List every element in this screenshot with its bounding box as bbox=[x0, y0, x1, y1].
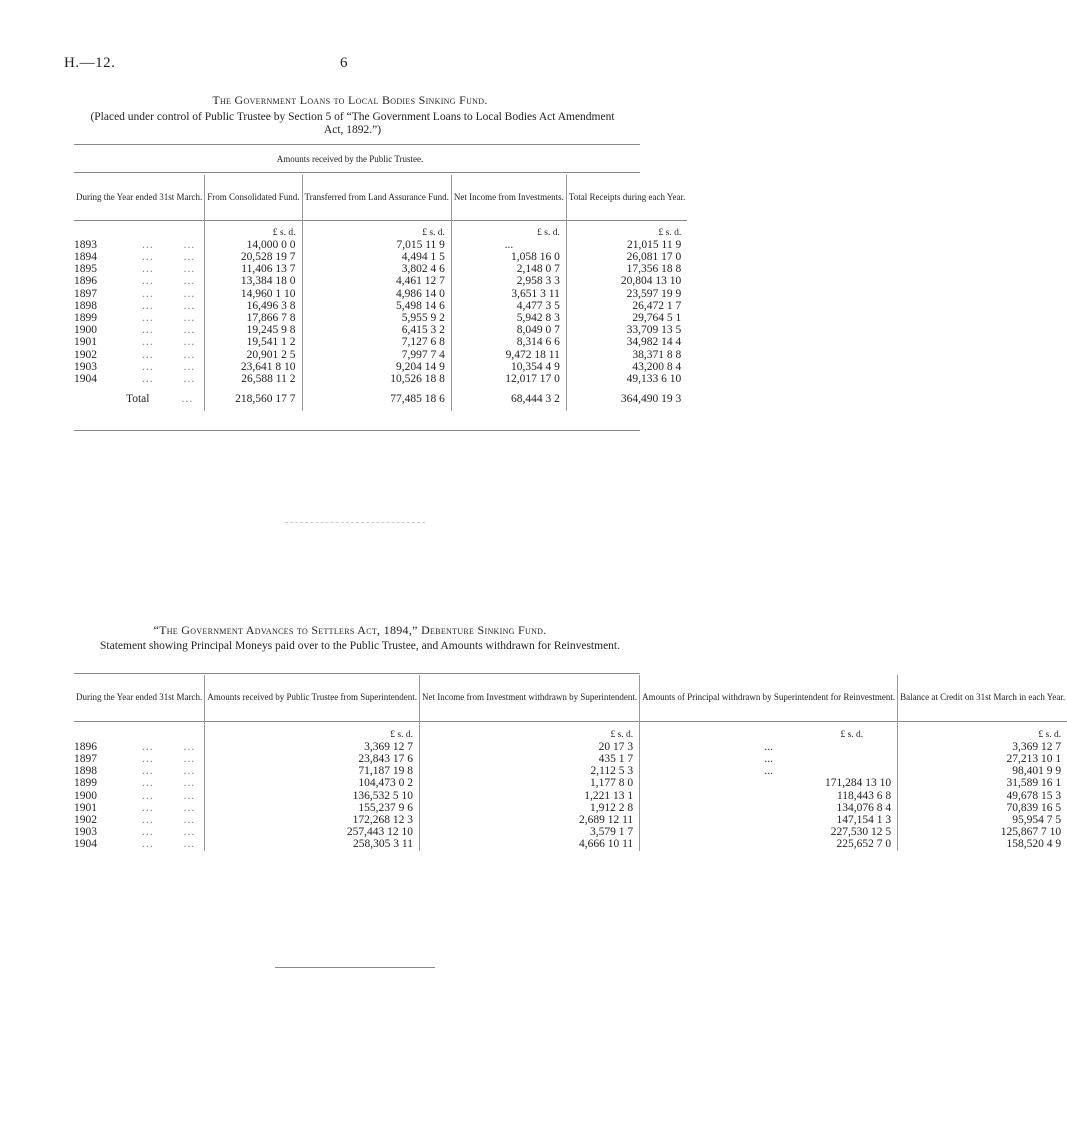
table-cell: 20,528 19 7 bbox=[205, 251, 302, 263]
table2-header: During the Year ended 31st March. bbox=[76, 692, 203, 702]
year-cell: 1904 bbox=[74, 372, 97, 385]
table-cell: 23,597 19 9 bbox=[566, 288, 687, 300]
table-cell: 2,958 3 3 bbox=[451, 275, 566, 287]
table-row: 1893 ... ... 14,000 0 0 7,015 11 9 ... 21,015 11 9 bbox=[74, 239, 687, 251]
table-cell: 8,314 6 6 bbox=[451, 336, 566, 348]
table-row: 1900 ... ... 136,532 5 10 1,221 13 1 118,443 6 8 49,678 15 3 bbox=[74, 790, 1067, 802]
year-cell: 1897 bbox=[74, 752, 97, 765]
table-cell: 11,406 13 7 bbox=[205, 263, 302, 275]
table-cell: 10,354 4 9 bbox=[451, 361, 566, 373]
table2-header: Balance at Credit on 31st March in each Year. bbox=[898, 675, 1067, 721]
table-cell: 155,237 9 6 bbox=[205, 802, 420, 814]
table-cell: 6,415 3 2 bbox=[302, 324, 451, 336]
table-cell: 171,284 13 10 bbox=[640, 777, 898, 789]
total-cell: 77,485 18 6 bbox=[302, 393, 451, 405]
table-row: 1894 ... ... 20,528 19 7 4,494 1 5 1,058 16 0 26,081 17 0 bbox=[74, 251, 687, 263]
table-cell: ... bbox=[640, 753, 898, 765]
table-cell: 125,867 7 10 bbox=[898, 826, 1067, 838]
table-cell: 134,076 8 4 bbox=[640, 802, 898, 814]
table2-header: Amounts of Principal withdrawn by Superintendent for Reinvestment. bbox=[640, 675, 898, 721]
table1: During the Year ended 31st March. From Consolidated Fund. Transferred from Land Assurance Fund. Net Income from Investments. Total Receipts during each Year. £ s. d. £ s. d. £ s. d. £ s. d. 1893 ... ... 14,000 0 0 7,015 11 9 ... 21,015 11 9 1894 ... ... 20,528 19 7 4,494 1 5 1,058 16 0 26,081 17 0 1895 ... ... 11,406 13 7 3,802 4 6 2,148 0 7 17,356 18 8 1896 ... ... 13,384 18 0 4,461 12 7 2,958 3 3 20,804 13 10 1897 ... ... 14,960 1 10 4,986 14 0 3,651 3 11 23,597 19 9 1898 ... ... 16,496 3 8 5,498 14 6 4,477 3 5 26,472 1 7 1899 ... ... 17,866 7 8 5,955 9 2 5,942 8 3 29,764 5 1 1900 ... ... 19,245 9 8 6,415 3 2 8,049 0 7 33,709 13 5 1901 ... ... 19,541 1 2 7,127 6 8 8,314 6 6 34,982 14 4 1902 ... ... 20,901 2 5 7,997 7 4 9,472 18 11 38,371 8 8 1903 ... ... 23,641 8 10 9,204 14 9 10,354 4 9 43,200 8 4 1904 ... ... 26,588 11 2 10,526 18 8 12,017 17 0 49,133 6 10 Total ... 218,560 17 7 77,485 18 6 68,444 3 2 364,490 19 3 bbox=[74, 175, 687, 411]
table-cell: 33,709 13 5 bbox=[566, 324, 687, 336]
table-row: 1902 ... ... 172,268 12 3 2,689 12 11 147,154 1 3 95,954 7 5 bbox=[74, 814, 1067, 826]
table-cell: 7,015 11 9 bbox=[302, 239, 451, 251]
rule bbox=[285, 522, 425, 523]
total-label: Total bbox=[126, 393, 150, 406]
table1-header: From Consolidated Fund. bbox=[205, 175, 302, 220]
table-cell: ... bbox=[451, 239, 566, 251]
table-row: 1903 ... ... 257,443 12 10 3,579 1 7 227,530 12 5 125,867 7 10 bbox=[74, 826, 1067, 838]
table-row: 1903 ... ... 23,641 8 10 9,204 14 9 10,354 4 9 43,200 8 4 bbox=[74, 361, 687, 373]
table-cell: 435 1 7 bbox=[419, 753, 639, 765]
year-cell: 1903 bbox=[74, 360, 97, 373]
year-cell: 1899 bbox=[74, 777, 97, 790]
year-cell: 1900 bbox=[74, 324, 97, 337]
table1-header: During the Year ended 31st March. bbox=[76, 191, 203, 202]
table-cell: 4,461 12 7 bbox=[302, 275, 451, 287]
table-cell: ... bbox=[640, 741, 898, 753]
year-cell: 1902 bbox=[74, 813, 97, 826]
year-cell: 1904 bbox=[74, 838, 97, 851]
year-cell: 1897 bbox=[74, 287, 97, 300]
table-cell: 27,213 10 1 bbox=[898, 753, 1067, 765]
table-cell: 14,960 1 10 bbox=[205, 288, 302, 300]
table-row: 1901 ... ... 19,541 1 2 7,127 6 8 8,314 6 6 34,982 14 4 bbox=[74, 336, 687, 348]
rule bbox=[74, 673, 640, 674]
table1-caption: Amounts received by the Public Trustee. bbox=[276, 154, 424, 164]
unit-label: £ s. d. bbox=[898, 721, 1067, 741]
table-cell: 19,541 1 2 bbox=[205, 336, 302, 348]
table-cell: 38,371 8 8 bbox=[566, 349, 687, 361]
table-cell: 3,369 12 7 bbox=[205, 741, 420, 753]
table-cell: 8,049 0 7 bbox=[451, 324, 566, 336]
table-cell: 1,058 16 0 bbox=[451, 251, 566, 263]
year-cell: 1894 bbox=[74, 250, 97, 263]
table-cell: 49,133 6 10 bbox=[566, 373, 687, 385]
table-cell: 23,641 8 10 bbox=[205, 361, 302, 373]
table-cell: 26,081 17 0 bbox=[566, 251, 687, 263]
table-cell: 10,526 18 8 bbox=[302, 373, 451, 385]
table-cell: 4,494 1 5 bbox=[302, 251, 451, 263]
table-cell: 1,177 8 0 bbox=[419, 777, 639, 789]
table-cell: 5,498 14 6 bbox=[302, 300, 451, 312]
table-row: 1897 ... ... 14,960 1 10 4,986 14 0 3,651 3 11 23,597 19 9 bbox=[74, 288, 687, 300]
table-cell: 7,127 6 8 bbox=[302, 336, 451, 348]
table-row: 1901 ... ... 155,237 9 6 1,912 2 8 134,076 8 4 70,839 16 5 bbox=[74, 802, 1067, 814]
table-cell: 136,532 5 10 bbox=[205, 790, 420, 802]
year-cell: 1903 bbox=[74, 826, 97, 839]
table1-header: Total Receipts during each Year. bbox=[566, 175, 687, 220]
table1-header: Net Income from Investments. bbox=[451, 175, 566, 220]
table-cell: 23,843 17 6 bbox=[205, 753, 420, 765]
table-cell: 95,954 7 5 bbox=[898, 814, 1067, 826]
year-cell: 1898 bbox=[74, 299, 97, 312]
table2-subtitle: Statement showing Principal Moneys paid over to the Public Trustee, and Amounts withdrawn for Reinvestment. bbox=[100, 640, 620, 652]
table-row: 1900 ... ... 19,245 9 8 6,415 3 2 8,049 0 7 33,709 13 5 bbox=[74, 324, 687, 336]
table-row: 1899 ... ... 17,866 7 8 5,955 9 2 5,942 8 3 29,764 5 1 bbox=[74, 312, 687, 324]
table-cell: 26,588 11 2 bbox=[205, 373, 302, 385]
table-cell: 16,496 3 8 bbox=[205, 300, 302, 312]
table-row: 1896 ... ... 13,384 18 0 4,461 12 7 2,958 3 3 20,804 13 10 bbox=[74, 275, 687, 287]
rule bbox=[275, 967, 435, 968]
year-cell: 1899 bbox=[74, 311, 97, 324]
total-cell: 218,560 17 7 bbox=[205, 393, 302, 405]
unit-label: £ s. d. bbox=[302, 220, 451, 239]
rule bbox=[74, 144, 640, 145]
table-cell: 34,982 14 4 bbox=[566, 336, 687, 348]
table-row: 1904 ... ... 258,305 3 11 4,666 10 11 225,652 7 0 158,520 4 9 bbox=[74, 838, 1067, 850]
table-cell: 98,401 9 9 bbox=[898, 765, 1067, 777]
unit-label: £ s. d. bbox=[205, 721, 420, 741]
table-row: 1897 ... ... 23,843 17 6 435 1 7 ... 27,213 10 1 bbox=[74, 753, 1067, 765]
table-cell: 104,473 0 2 bbox=[205, 777, 420, 789]
table2-header: Net Income from Investment withdrawn by Superintendent. bbox=[419, 675, 639, 721]
table-cell: 9,204 14 9 bbox=[302, 361, 451, 373]
table-cell: 147,154 1 3 bbox=[640, 814, 898, 826]
table-cell: 3,579 1 7 bbox=[419, 826, 639, 838]
table-cell: 3,651 3 11 bbox=[451, 288, 566, 300]
table-cell: 1,912 2 8 bbox=[419, 802, 639, 814]
year-cell: 1898 bbox=[74, 765, 97, 778]
table-row: 1898 ... ... 71,187 19 8 2,112 5 3 ... 98,401 9 9 bbox=[74, 765, 1067, 777]
table-cell: 70,839 16 5 bbox=[898, 802, 1067, 814]
table-cell: 4,986 14 0 bbox=[302, 288, 451, 300]
table-row: 1899 ... ... 104,473 0 2 1,177 8 0 171,284 13 10 31,589 16 1 bbox=[74, 777, 1067, 789]
table-cell: 1,221 13 1 bbox=[419, 790, 639, 802]
table-cell: 9,472 18 11 bbox=[451, 349, 566, 361]
table-cell: 5,955 9 2 bbox=[302, 312, 451, 324]
year-cell: 1893 bbox=[74, 238, 97, 251]
year-cell: 1896 bbox=[74, 275, 97, 288]
table-cell: 20,901 2 5 bbox=[205, 349, 302, 361]
table2 bbox=[74, 675, 1067, 851]
table-cell: 71,187 19 8 bbox=[205, 765, 420, 777]
table1-subtitle: (Placed under control of Public Trustee by Section 5 of “The Government Loans to Local Bodies Act Amendment Act, 1892.”) bbox=[90, 111, 615, 136]
table-cell: 2,689 12 11 bbox=[419, 814, 639, 826]
table-cell: 49,678 15 3 bbox=[898, 790, 1067, 802]
table-row: 1902 ... ... 20,901 2 5 7,997 7 4 9,472 18 11 38,371 8 8 bbox=[74, 349, 687, 361]
table-cell: 4,666 10 11 bbox=[419, 838, 639, 850]
table-cell: 31,589 16 1 bbox=[898, 777, 1067, 789]
table-cell: 17,866 7 8 bbox=[205, 312, 302, 324]
table-row: 1898 ... ... 16,496 3 8 5,498 14 6 4,477 3 5 26,472 1 7 bbox=[74, 300, 687, 312]
table-cell: ... bbox=[640, 765, 898, 777]
year-cell: 1901 bbox=[74, 336, 97, 349]
table-row: 1904 ... ... 26,588 11 2 10,526 18 8 12,017 17 0 49,133 6 10 bbox=[74, 373, 687, 385]
table-row: 1896 ... ... 3,369 12 7 20 17 3 ... 3,369 12 7 bbox=[74, 741, 1067, 753]
year-cell: 1895 bbox=[74, 263, 97, 276]
table-cell: 14,000 0 0 bbox=[205, 239, 302, 251]
table-cell: 227,530 12 5 bbox=[640, 826, 898, 838]
table-cell: 43,200 8 4 bbox=[566, 361, 687, 373]
table2-title: “The Government Advances to Settlers Act, 1894,” Debenture Sinking Fund. bbox=[153, 623, 547, 637]
table-cell: 118,443 6 8 bbox=[640, 790, 898, 802]
year-cell: 1901 bbox=[74, 801, 97, 814]
table-row: 1895 ... ... 11,406 13 7 3,802 4 6 2,148 0 7 17,356 18 8 bbox=[74, 263, 687, 275]
table-cell: 7,997 7 4 bbox=[302, 349, 451, 361]
table-cell: 12,017 17 0 bbox=[451, 373, 566, 385]
unit-label: £ s. d. bbox=[566, 220, 687, 239]
table-cell: 3,802 4 6 bbox=[302, 263, 451, 275]
table-cell: 20,804 13 10 bbox=[566, 275, 687, 287]
table-cell: 3,369 12 7 bbox=[898, 741, 1067, 753]
table-cell: 225,652 7 0 bbox=[640, 838, 898, 850]
table1-header: Transferred from Land Assurance Fund. bbox=[302, 175, 451, 220]
unit-label: £ s. d. bbox=[419, 721, 639, 741]
year-cell: 1900 bbox=[74, 789, 97, 802]
table1-title: The Government Loans to Local Bodies Sinking Fund. bbox=[212, 93, 488, 107]
page-header-left: H.—12. bbox=[64, 55, 116, 71]
table-cell: 17,356 18 8 bbox=[566, 263, 687, 275]
table2-header: Amounts received by Public Trustee from Superintendent. bbox=[205, 675, 420, 721]
unit-label: £ s. d. bbox=[640, 721, 898, 741]
table-cell: 172,268 12 3 bbox=[205, 814, 420, 826]
table-cell: 13,384 18 0 bbox=[205, 275, 302, 287]
rule bbox=[74, 430, 640, 431]
table-cell: 21,015 11 9 bbox=[566, 239, 687, 251]
table-cell: 26,472 1 7 bbox=[566, 300, 687, 312]
table-cell: 158,520 4 9 bbox=[898, 838, 1067, 850]
table-cell: 258,305 3 11 bbox=[205, 838, 420, 850]
year-cell: 1902 bbox=[74, 348, 97, 361]
rule bbox=[74, 172, 640, 173]
total-cell: 364,490 19 3 bbox=[566, 393, 687, 405]
table-cell: 4,477 3 5 bbox=[451, 300, 566, 312]
unit-label: £ s. d. bbox=[451, 220, 566, 239]
total-cell: 68,444 3 2 bbox=[451, 393, 566, 405]
unit-label: £ s. d. bbox=[205, 220, 302, 239]
table-cell: 257,443 12 10 bbox=[205, 826, 420, 838]
table-cell: 19,245 9 8 bbox=[205, 324, 302, 336]
table-cell: 2,148 0 7 bbox=[451, 263, 566, 275]
table-cell: 20 17 3 bbox=[419, 741, 639, 753]
table-cell: 29,764 5 1 bbox=[566, 312, 687, 324]
table-cell: 5,942 8 3 bbox=[451, 312, 566, 324]
year-cell: 1896 bbox=[74, 740, 97, 753]
table-cell: 2,112 5 3 bbox=[419, 765, 639, 777]
page-number: 6 bbox=[340, 55, 348, 71]
